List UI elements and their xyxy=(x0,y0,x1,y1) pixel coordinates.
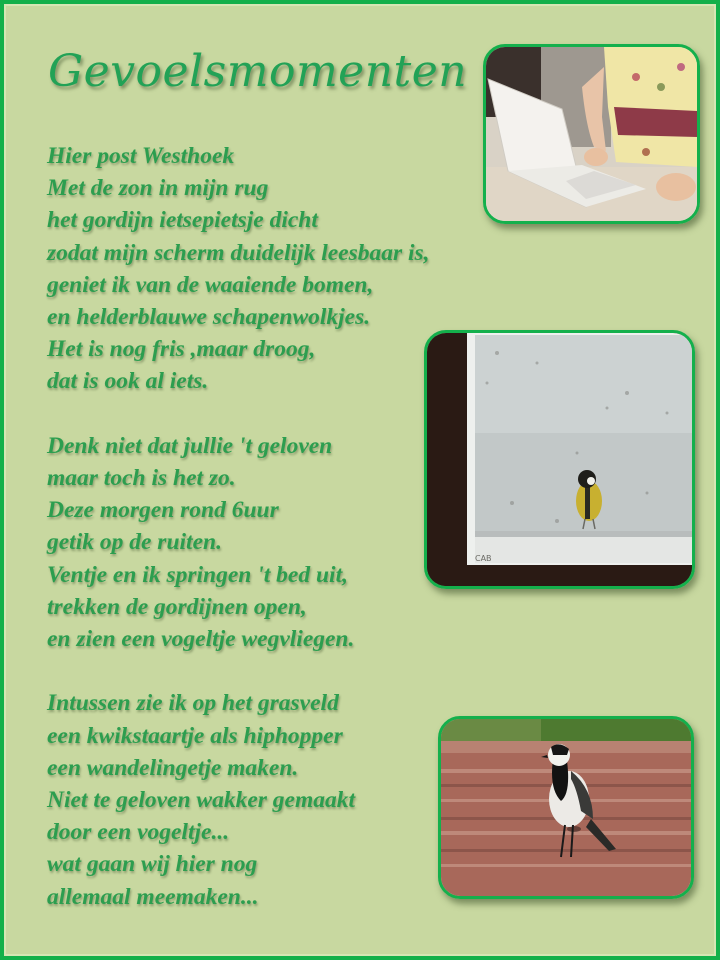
poem-line: Intussen zie ik op het grasveld xyxy=(47,690,339,717)
wagtail-photo-image xyxy=(441,719,691,896)
poem-line: maar toch is het zo. xyxy=(47,465,236,492)
poem-line: wat gaan wij hier nog xyxy=(47,851,258,878)
photo-wagtail xyxy=(438,716,694,899)
poem-line: een kwikstaartje als hiphopper xyxy=(47,722,343,749)
poem-line: door een vogeltje... xyxy=(47,819,230,846)
poem-line: Deze morgen rond 6uur xyxy=(47,497,279,524)
poem-line: allemaal meemaken... xyxy=(47,883,259,910)
photo-bird-at-window xyxy=(424,330,695,589)
poem-line: Ventje en ik springen 't bed uit, xyxy=(47,561,348,588)
svg-text:CAB: CAB xyxy=(475,554,492,563)
poem xyxy=(47,140,430,913)
poem-line: Het is nog fris ,maar droog, xyxy=(47,336,316,363)
window-photo-image xyxy=(427,333,692,586)
poem-line: het gordijn ietsepietsje dicht xyxy=(47,207,318,234)
poem-line: Niet te geloven wakker gemaakt xyxy=(47,787,356,814)
stanza-2 xyxy=(47,430,430,655)
poem-line: zodat mijn scherm duidelijk leesbaar is, xyxy=(47,239,430,266)
poem-line: en helderblauwe schapenwolkjes. xyxy=(47,304,371,331)
poem-line: een wandelingetje maken. xyxy=(47,754,299,781)
stanza-1 xyxy=(47,140,430,398)
photo-child-laptop xyxy=(483,44,700,224)
laptop-photo-image xyxy=(486,47,697,221)
poem-line: trekken de gordijnen open, xyxy=(47,593,307,620)
poem-line: getik op de ruiten. xyxy=(47,529,222,556)
poem-line: geniet ik van de waaiende bomen, xyxy=(47,271,374,298)
poem-line: Denk niet dat jullie 't geloven xyxy=(47,432,333,459)
stanza-3 xyxy=(47,687,430,912)
poem-line: Met de zon in mijn rug xyxy=(47,175,269,202)
poem-line: dat is ook al iets. xyxy=(47,368,209,395)
poem-line: Hier post Westhoek xyxy=(47,143,235,169)
page-title: Gevoelsmomenten xyxy=(48,46,468,97)
poem-line: en zien een vogeltje wegvliegen. xyxy=(47,626,355,653)
